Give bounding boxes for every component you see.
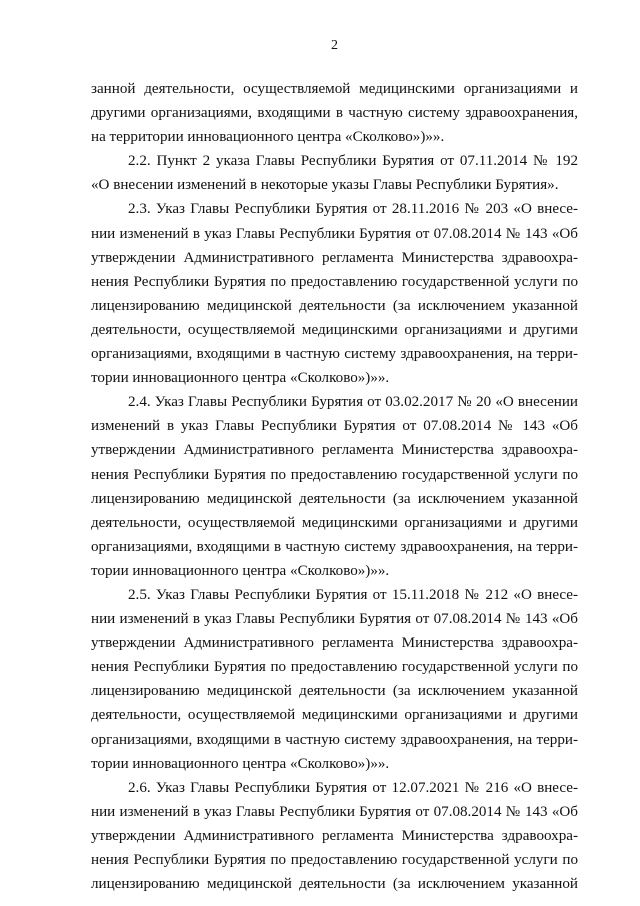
- text-line: деятельности, осуществляемой медицинскими организациями и другими: [91, 321, 578, 338]
- text-line: 2.2. Пункт 2 указа Главы Республики Бурятия от 07.11.2014 № 192: [128, 153, 578, 170]
- paragraph: [91, 77, 578, 149]
- text-line: нения Республики Бурятия по предоставлению государственной услуги по: [91, 852, 578, 868]
- text-line: организациями, входящими в частную систему здравоохранения, на терри-: [91, 346, 578, 363]
- text-line: другими организациями, входящими в частную систему здравоохранения,: [91, 105, 578, 122]
- text-line: 2.6. Указ Главы Республики Бурятия от 12.07.2021 № 216 «О внесе-: [128, 779, 578, 796]
- paragraph: [91, 390, 578, 583]
- paragraph: [91, 776, 578, 896]
- text-line: занной деятельности, осуществляемой медицинскими организациями и: [91, 81, 578, 97]
- text-line: утверждении Административного регламента Министерства здравоохра-: [91, 442, 578, 459]
- text-line: нения Республики Бурятия по предоставлению государственной услуги по: [91, 273, 578, 290]
- paragraph: [91, 583, 578, 776]
- text-line: тории инновационного центра «Сколково»)»».: [91, 562, 390, 579]
- text-line: тории инновационного центра «Сколково»)»».: [91, 370, 390, 387]
- text-line: 2.3. Указ Главы Республики Бурятия от 28.11.2016 № 203 «О внесе-: [128, 201, 578, 218]
- text-line: лицензированию медицинской деятельности (за исключением указанной: [91, 876, 578, 893]
- text-line: деятельности, осуществляемой медицинскими организациями и другими: [91, 514, 578, 531]
- text-line: нии изменений в указ Главы Республики Бурятия от 07.08.2014 № 143 «Об: [91, 803, 578, 820]
- text-line: утверждении Административного регламента Министерства здравоохра-: [91, 827, 578, 844]
- text-line: нения Республики Бурятия по предоставлению государственной услуги по: [91, 659, 578, 676]
- text-line: организациями, входящими в частную систему здравоохранения, на терри-: [91, 538, 578, 555]
- text-line: деятельности, осуществляемой медицинскими организациями и другими: [91, 707, 578, 724]
- text-line: нения Республики Бурятия по предоставлению государственной услуги по: [91, 466, 578, 483]
- text-line: утверждении Административного регламента Министерства здравоохра-: [91, 249, 578, 266]
- text-line: тории инновационного центра «Сколково»)»».: [91, 755, 390, 772]
- text-line: 2.5. Указ Главы Республики Бурятия от 15.11.2018 № 212 «О внесе-: [128, 586, 578, 603]
- text-line: утверждении Административного регламента Министерства здравоохра-: [91, 635, 578, 652]
- text-line: 2.4. Указ Главы Республики Бурятия от 03.02.2017 № 20 «О внесении: [128, 394, 578, 411]
- text-line: на территории инновационного центра «Сколково»)»».: [91, 129, 445, 146]
- text-line: нии изменений в указ Главы Республики Бурятия от 07.08.2014 № 143 «Об: [91, 225, 578, 242]
- text-line: лицензированию медицинской деятельности (за исключением указанной: [91, 297, 578, 314]
- text-line: нии изменений в указ Главы Республики Бурятия от 07.08.2014 № 143 «Об: [91, 611, 578, 628]
- text-line: «О внесении изменений в некоторые указы Главы Республики Бурятия».: [91, 177, 559, 194]
- paragraph: [91, 149, 578, 197]
- text-line: лицензированию медицинской деятельности (за исключением указанной: [91, 683, 578, 700]
- text-line: лицензированию медицинской деятельности (за исключением указанной: [91, 490, 578, 507]
- text-line: организациями, входящими в частную систему здравоохранения, на терри-: [91, 731, 578, 748]
- paragraph: [91, 197, 578, 390]
- document-body: [91, 77, 578, 896]
- text-line: изменений в указ Главы Республики Бурятия от 07.08.2014 № 143 «Об: [91, 418, 578, 435]
- page-number: 2: [331, 38, 338, 53]
